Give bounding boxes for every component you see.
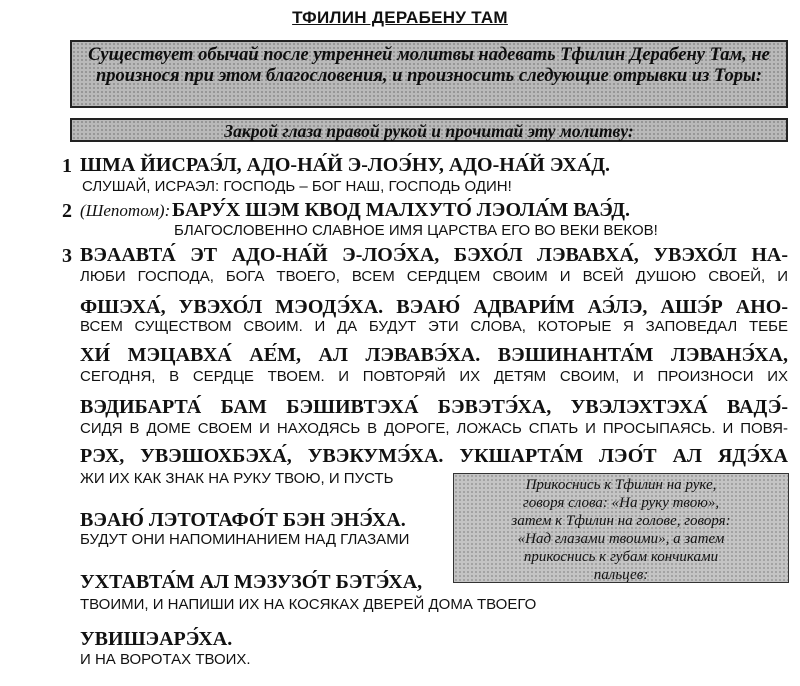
verse3-translation-line: ЛЮБИ ГОСПОДА, БОГА ТВОЕГО, ВСЕМ СЕРДЦЕМ СВОИМ И ВСЕЙ ДУШОЮ СВОЕЙ, И [80, 268, 788, 285]
verse3-hebrew-line: ВЭДИБАРТА́ БАМ БЭШИВТЭХА́ БЭВЭТЭ́ХА, УВЭЛЭХТЭХА́ ВАДЭ́- [80, 396, 788, 418]
verse-number-2: 2 [62, 200, 72, 222]
verse3-hebrew-line: ВЭАЮ́ ЛЭТОТАФО́Т БЭН ЭНЭ́ХА. [80, 509, 406, 531]
verse3-hebrew-line: УХТАВТА́М АЛ МЭЗУЗО́Т БЭТЭ́ХА, [80, 571, 423, 593]
verse3-translation-line: ТВОИМИ, И НАПИШИ ИХ НА КОСЯКАХ ДВЕРЕЙ ДОМА ТВОЕГО [80, 596, 537, 613]
verse1-translation: СЛУШАЙ, ИСРАЭЛ: ГОСПОДЬ – БОГ НАШ, ГОСПОДЬ ОДИН! [82, 178, 512, 195]
verse3-hebrew-line: ХИ́ МЭЦАВХА́ АЕ́М, АЛ ЛЭВАВЭ́ХА. ВЭШИНАНТА́М ЛЭВАНЭ́ХА, [80, 344, 788, 366]
verse3-translation-line: СЕГОДНЯ, В СЕРДЦЕ ТВОЕМ. И ПОВТОРЯЙ ИХ ДЕТЯМ СВОИМ, И ПРОИЗНОСИ ИХ [80, 368, 788, 385]
intro-box: Существует обычай после утренней молитвы надевать Тфилин Дерабену Там, не произнося при этом благословения, и произносить следующие отрывки из Торы: [70, 40, 788, 108]
instruction-box: Закрой глаза правой рукой и прочитай эту молитву: [70, 118, 788, 142]
verse2-translation: БЛАГОСЛОВЕННО СЛАВНОЕ ИМЯ ЦАРСТВА ЕГО ВО ВЕКИ ВЕКОВ! [174, 222, 658, 239]
verse3-translation-line: И НА ВОРОТАХ ТВОИХ. [80, 651, 251, 668]
sidenote-box [453, 473, 789, 583]
sidenote-line: прикоснись к губам кончиками [523, 549, 719, 565]
verse2-whisper-note: (Шепотом): [80, 201, 171, 220]
verse-number-1: 1 [62, 155, 72, 177]
verse3-hebrew-line: РЭХ, УВЭШОХБЭХА́, УВЭКУМЭ́ХА. УКШАРТА́М ЛЭО́Т АЛ ЯДЭ́ХА [80, 445, 788, 467]
page-title: ТФИЛИН ДЕРАБЕНУ ТАМ [292, 8, 508, 27]
sidenote-line: «Над глазами твоими», а затем [517, 531, 725, 547]
verse2-hebrew: БАРУ́Х ШЭМ КВОД МАЛХУТО́ ЛЭОЛА́М ВАЭ́Д. [172, 199, 630, 221]
sidenote-line: затем к Тфилин на голове, говоря: [511, 513, 731, 529]
verse3-translation-line: ЖИ ИХ КАК ЗНАК НА РУКУ ТВОЮ, И ПУСТЬ [80, 470, 394, 487]
sidenote-line: пальцев: [593, 567, 649, 583]
sidenote-line: Прикоснись к Тфилин на руке, [525, 477, 717, 493]
verse3-translation-line: БУДУТ ОНИ НАПОМИНАНИЕМ НАД ГЛАЗАМИ [80, 531, 410, 548]
verse-number-3: 3 [62, 245, 72, 267]
verse3-translation-line: ВСЕМ СУЩЕСТВОМ СВОИМ. И ДА БУДУТ ЭТИ СЛОВА, КОТОРЫЕ Я ЗАПОВЕДАЛ ТЕБЕ [80, 318, 788, 335]
verse3-hebrew-line: ФШЭХА́, УВЭХО́Л МЭОДЭ́ХА. ВЭАЮ́ АДВАРИ́М АЭ́ЛЭ, АШЭ́Р АНО- [80, 296, 788, 318]
verse3-hebrew-line: ВЭААВТА́ ЭТ АДО-НА́Й Э-ЛОЭ́ХА, БЭХО́Л ЛЭВАВХА́, УВЭХО́Л НА- [80, 244, 788, 266]
verse3-translation-line: СИДЯ В ДОМЕ СВОЕМ И НАХОДЯСЬ В ДОРОГЕ, ЛОЖАСЬ СПАТЬ И ПРОСЫПАЯСЬ. И ПОВЯ- [80, 420, 788, 437]
sidenote-line: говоря слова: «На руку твою», [522, 495, 720, 511]
verse1-hebrew: ШМА ЙИСРАЭ́Л, АДО-НА́Й Э-ЛОЭ́НУ, АДО-НА́Й ЭХА́Д. [80, 154, 611, 176]
verse3-hebrew-line: УВИШЭАРЭ́ХА. [80, 628, 233, 650]
